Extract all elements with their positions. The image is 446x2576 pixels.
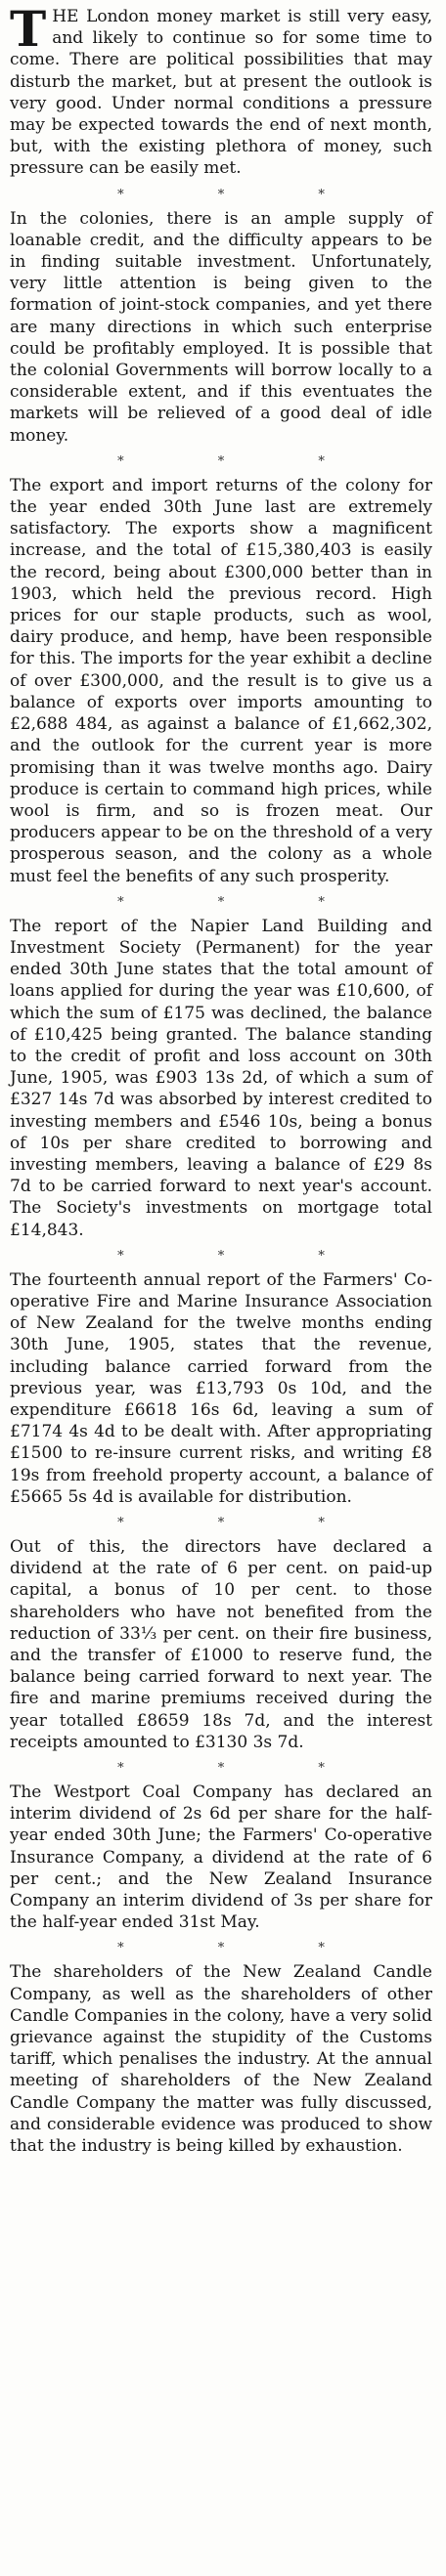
section-separator: * * * xyxy=(117,1248,370,1264)
paragraph-westport-coal: The Westport Coal Company has declared an interim dividend of 2s 6d per share for the half-year ended 30th June; the Farmers' Co-operative Insurance Company, a dividend at the rate of 6 per cent.; and the New Zealand Insurance Company an interim dividend of 3s per share for the half-year ended 31st May. xyxy=(10,1782,432,1933)
section-separator: * * * xyxy=(117,894,370,910)
paragraph-napier-society: The report of the Napier Land Building and Investment Society (Permanent) for the year ended 30th June states that the total amount of loans applied for during the year was £10,600, of which the sum of £175 was declined, the balance of £10,425 being granted. The balance standing to the credit of profit and loss account on 30th June, 1905, was £903 13s 2d, of which a sum of £327 14s 7d was absorbed by interest credited to investing members and £546 10s, being a bonus of 10s per share credited to borrowing and investing members, leaving a balance of £29 8s 7d to be carried forward to next year's account. The Society's investments on mortgage total £14,843. xyxy=(10,916,432,1240)
paragraph-export-import: The export and import returns of the colony for the year ended 30th June last are extremely satisfactory. The exports show a magnificent increase, and the total of £15,380,403 is easily the record, being about £300,000 better than in 1903, which held the previous record. High prices for our staple products, such as wool, dairy produce, and hemp, have been responsible for this. The imports for the year exhibit a decline of over £300,000, and the result is to give us a balance of exports over imports amounting to £2,688 484, as against a balance of £1,662,302, and the outlook for the current year is more promising than it was twelve months ago. Dairy produce is certain to command high prices, while wool is firm, and so is frozen meat. Our producers appear to be on the threshold of a very prosperous season, and the colony as a whole must feel the benefits of any such prosperity. xyxy=(10,475,432,886)
section-separator: * * * xyxy=(117,453,370,469)
paragraph-money-market: THE London money market is still very easy, and likely to continue so for some time to come. There are political possibilities that may disturb the market, but at present the outlook is very good. Under normal conditions a pressure may be expected towards the end of next month, but, with the existing plethora of money, such pressure can be easily met. xyxy=(10,0,432,179)
section-separator: * * * xyxy=(117,1941,370,1956)
paragraph-candle-company: The shareholders of the New Zealand Candle Company, as well as the shareholders of other Candle Companies in the colony, have a very solid grievance against the stupidity of the Customs tariff, which penalises the industry. At the annual meeting of shareholders of the New Zealand Candle Company the matter was fully discussed, and considerable evidence was produced to show that the industry is being killed by exhaustion. xyxy=(10,1962,432,2157)
paragraph-dividends: Out of this, the directors have declared a dividend at the rate of 6 per cent. on paid-up capital, a bonus of 10 per cent. to those shareholders who have not benefited from the reduction of 33⅓ per cent. on their fire business, and the transfer of £1000 to reserve fund, the balance being carried forward to next year. The fire and marine premiums received during the year totalled £8659 18s 7d, and the interest receipts amounted to £3130 3s 7d. xyxy=(10,1537,432,1752)
paragraph-colonies-credit: In the colonies, there is an ample supply of loanable credit, and the difficulty appears to be in finding suitable investment. Unfortunately, very little attention is being given to the formation of joint-stock companies, and yet there are many directions in which such enterprise could be profitably employed. It is possible that the colonial Governments will borrow locally to a considerable extent, and if this eventuates the markets will be relieved of a good deal of idle money. xyxy=(10,208,432,446)
section-separator: * * * xyxy=(117,1516,370,1530)
paragraph-farmers-insurance: The fourteenth annual report of the Farmers' Co-operative Fire and Marine Insurance Association of New Zealand for the twelve months ending 30th June, 1905, states that the revenue, including balance carried forward from the previous year, was £13,793 0s 10d, and the expenditure £6618 16s 6d, leaving a sum of £7174 4s 4d to be dealt with. After appropriating £1500 to re-insure current risks, and writing £8 19s from freehold property account, a balance of £5665 5s 4d is available for distribution. xyxy=(10,1269,432,1507)
section-separator: * * * xyxy=(117,187,370,202)
section-separator: * * * xyxy=(117,1761,370,1777)
